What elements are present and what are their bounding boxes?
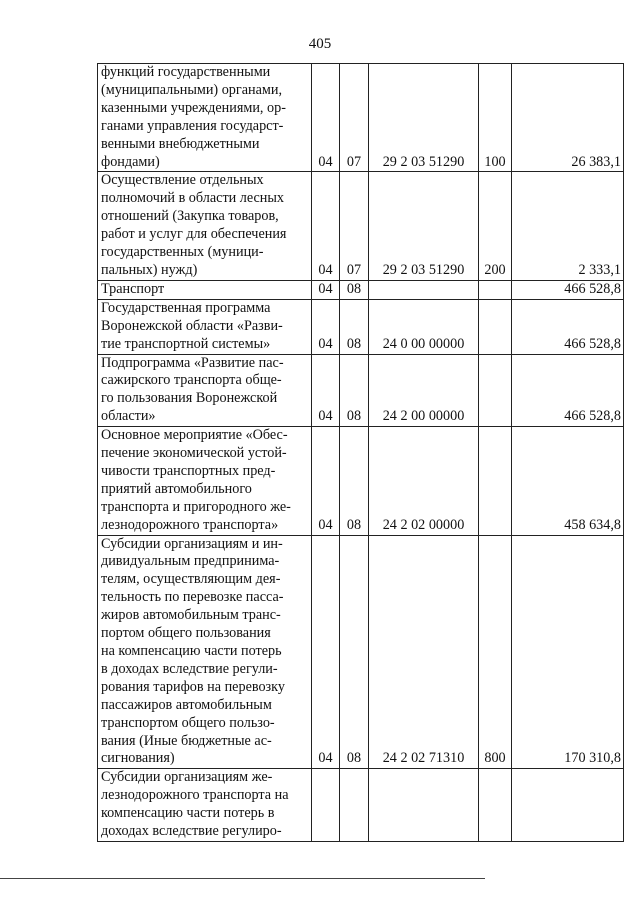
target-article-code: 24 2 02 00000 <box>369 427 479 535</box>
item-name: Транспорт <box>98 280 312 299</box>
table-row <box>98 64 624 172</box>
section-code: 04 <box>312 64 340 172</box>
expense-type-code: 200 <box>479 172 512 280</box>
section-code: 04 <box>312 354 340 427</box>
target-article-code: 29 2 03 51290 <box>369 172 479 280</box>
amount: 466 528,8 <box>512 354 624 427</box>
section-code: 04 <box>312 535 340 769</box>
item-name: Основное мероприятие «Обес- печение экономической устой- чивости транспортных пред- приятий автомобильного транспорта и пригородного же- лезнодорожного транспорта» <box>98 427 312 535</box>
subsection-code: 07 <box>340 64 369 172</box>
expense-type-code <box>479 769 512 842</box>
amount: 458 634,8 <box>512 427 624 535</box>
subsection-code: 07 <box>340 172 369 280</box>
section-code: 04 <box>312 427 340 535</box>
item-name: Субсидии организациям же- лезнодорожного транспорта на компенсацию части потерь в доходах вследствие регулиро- <box>98 769 312 842</box>
table-row <box>98 427 624 535</box>
budget-table-body <box>98 64 624 842</box>
amount: 2 333,1 <box>512 172 624 280</box>
budget-table <box>97 63 624 842</box>
target-article-code: 29 2 03 51290 <box>369 64 479 172</box>
target-article-code: 24 2 00 00000 <box>369 354 479 427</box>
amount <box>512 769 624 842</box>
subsection-code: 08 <box>340 427 369 535</box>
footer-rule <box>0 878 485 879</box>
subsection-code <box>340 769 369 842</box>
table-row <box>98 280 624 299</box>
subsection-code: 08 <box>340 299 369 354</box>
expense-type-code <box>479 354 512 427</box>
page-number: 405 <box>308 36 332 52</box>
item-name: Субсидии организациям и ин- дивидуальным предпринима- телям, осуществляющим дея- тельность по перевозке пасса- жиров автомобильным транс- портом общего пользования на компенсацию части потерь в доходах вследствие регули- рования тарифов на перевозку пассажиров автомобильным транспортом общего пользо- вания (Иные бюджетные ас- сигнования) <box>98 535 312 769</box>
subsection-code: 08 <box>340 280 369 299</box>
target-article-code <box>369 280 479 299</box>
table-row <box>98 535 624 769</box>
expense-type-code: 100 <box>479 64 512 172</box>
table-row <box>98 299 624 354</box>
amount: 170 310,8 <box>512 535 624 769</box>
item-name: Государственная программа Воронежской области «Разви- тие транспортной системы» <box>98 299 312 354</box>
table-row <box>98 172 624 280</box>
section-code: 04 <box>312 172 340 280</box>
target-article-code: 24 2 02 71310 <box>369 535 479 769</box>
section-code: 04 <box>312 299 340 354</box>
expense-type-code <box>479 280 512 299</box>
subsection-code: 08 <box>340 535 369 769</box>
item-name: Подпрограмма «Развитие пас- сажирского транспорта обще- го пользования Воронежской области» <box>98 354 312 427</box>
section-code: 04 <box>312 280 340 299</box>
table-row <box>98 354 624 427</box>
amount: 466 528,8 <box>512 299 624 354</box>
section-code <box>312 769 340 842</box>
expense-type-code <box>479 427 512 535</box>
item-name: Осуществление отдельных полномочий в области лесных отношений (Закупка товаров, работ и услуг для обеспечения государственных (муници- пальных) нужд) <box>98 172 312 280</box>
target-article-code: 24 0 00 00000 <box>369 299 479 354</box>
item-name: функций государственными (муниципальными) органами, казенными учреждениями, ор- ганами управления государст- венными внебюджетными фондами) <box>98 64 312 172</box>
amount: 26 383,1 <box>512 64 624 172</box>
expense-type-code <box>479 299 512 354</box>
expense-type-code: 800 <box>479 535 512 769</box>
amount: 466 528,8 <box>512 280 624 299</box>
table-row <box>98 769 624 842</box>
target-article-code <box>369 769 479 842</box>
subsection-code: 08 <box>340 354 369 427</box>
